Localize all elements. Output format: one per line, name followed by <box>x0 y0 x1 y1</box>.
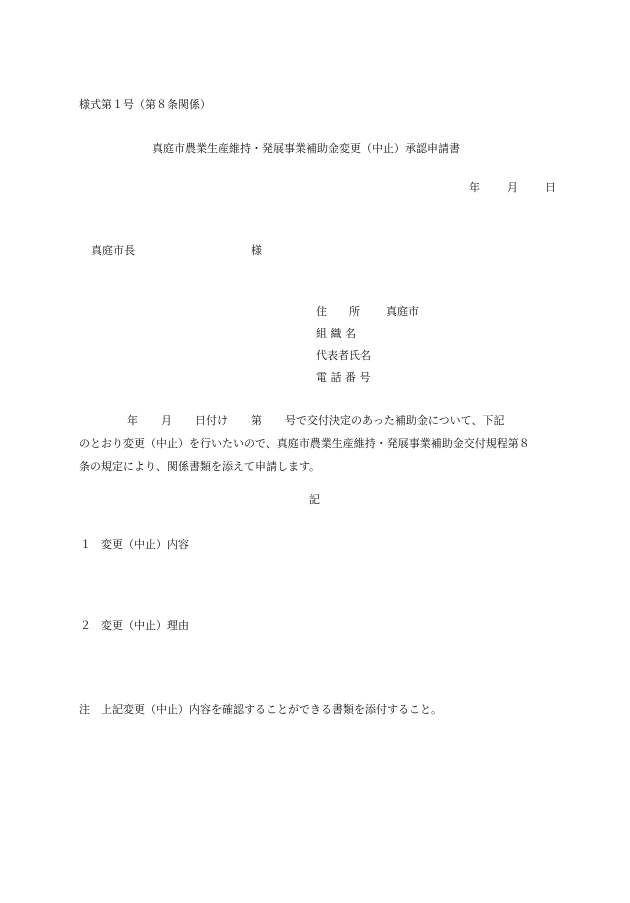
item-label: 変更（中止）内容 <box>101 538 189 551</box>
item-change-reason <box>80 620 189 631</box>
item-number: １ <box>80 538 91 551</box>
document-title: 真庭市農業生産維持・発展事業補助金変更（中止）承認申請書 <box>152 142 460 155</box>
item-label: 変更（中止）理由 <box>101 619 189 632</box>
representative-label: 代表者氏名 <box>316 349 371 362</box>
item-number: ２ <box>80 619 91 632</box>
body-line-3: 条の規定により、関係書類を添えて申請します。 <box>79 460 321 473</box>
address-label: 住 所 <box>316 305 360 318</box>
note: 注 上記変更（中止）内容を確認することができる書類を添付すること。 <box>79 703 442 716</box>
applicant-block <box>316 306 419 394</box>
addressee <box>91 245 262 256</box>
phone-label: 電 話 番 号 <box>316 371 371 384</box>
applicant-address-row <box>316 306 419 328</box>
applicant-phone-row <box>316 372 419 394</box>
organization-label: 組 織 名 <box>316 327 356 340</box>
body-line-1-rest: 号で交付決定のあった補助金について、下記 <box>285 414 505 427</box>
body-year: 年 <box>127 414 138 427</box>
addressee-name: 真庭市長 <box>91 244 135 257</box>
form-number: 様式第１号（第８条関係） <box>79 98 211 111</box>
ki-heading: 記 <box>309 493 320 506</box>
body-dai: 第 <box>251 414 262 427</box>
body-month: 月 <box>161 414 172 427</box>
addressee-honorific: 様 <box>251 244 262 257</box>
body-date-suffix: 日付け <box>195 414 228 427</box>
applicant-representative-row <box>316 350 419 372</box>
applicant-organization-row <box>316 328 419 350</box>
body-line-1 <box>79 409 551 432</box>
address-value: 真庭市 <box>386 305 419 318</box>
date-month: 月 <box>507 181 518 194</box>
date-year: 年 <box>469 181 480 194</box>
date-day: 日 <box>545 181 556 194</box>
body-line-2: のとおり変更（中止）を行いたいので、真庭市農業生産維持・発展事業補助金交付規程第８ <box>79 437 530 450</box>
body-paragraph <box>79 409 551 478</box>
item-change-content <box>80 539 189 550</box>
date-line <box>469 182 556 193</box>
